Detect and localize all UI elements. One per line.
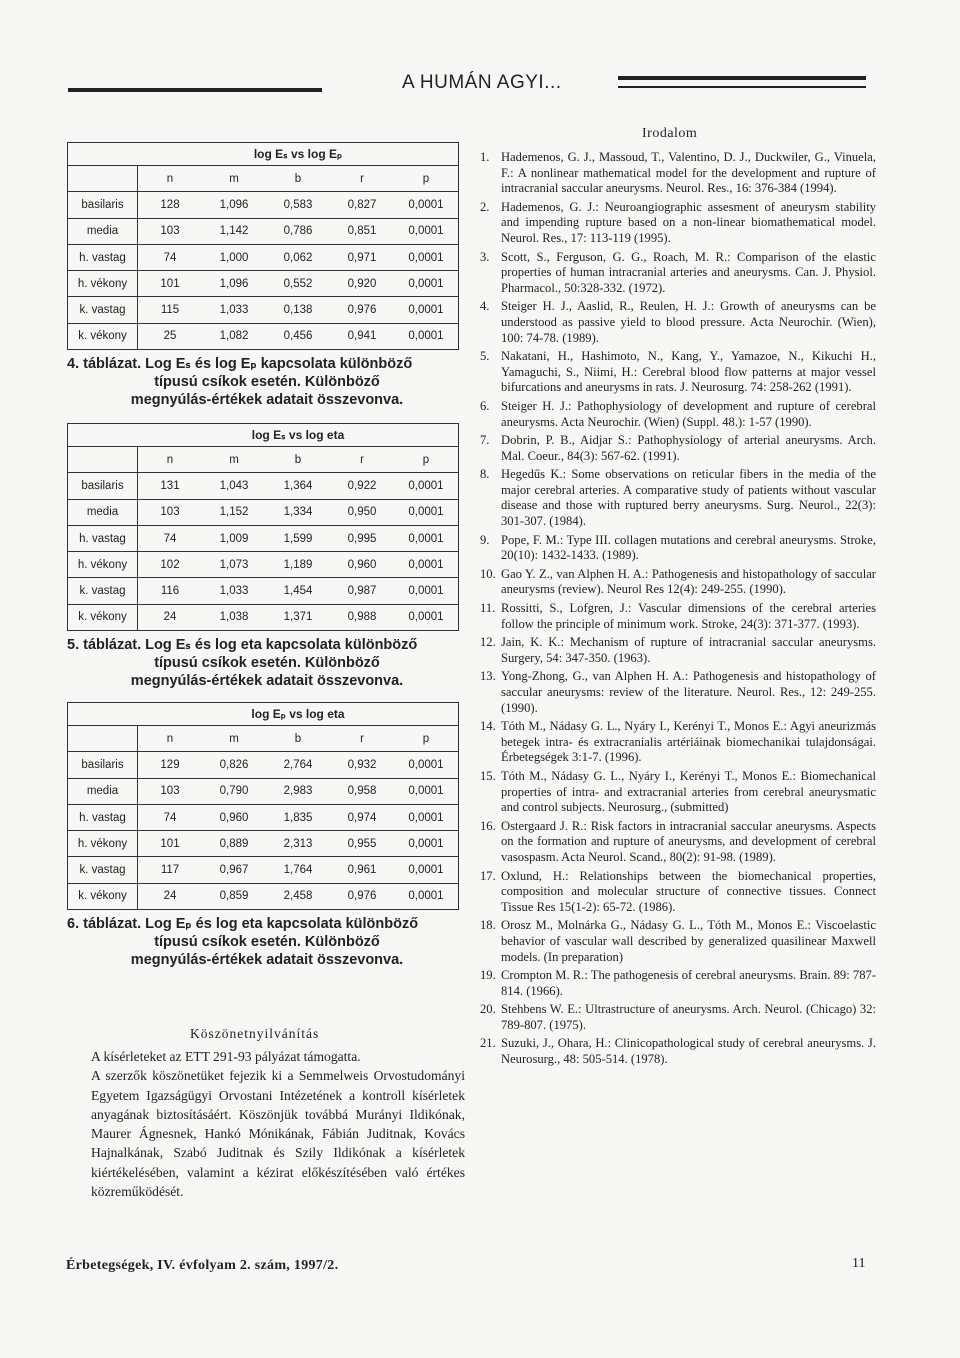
header-rule-right-thin bbox=[618, 86, 866, 88]
reference-number: 8. bbox=[480, 467, 490, 482]
table-cell: 2,458 bbox=[283, 890, 313, 903]
table-title: log Eₛ vs log Eₚ bbox=[68, 143, 458, 166]
table-row bbox=[68, 271, 458, 297]
table-cell: 1,371 bbox=[283, 611, 313, 624]
table-cell: 1,033 bbox=[219, 585, 249, 598]
reference-number: 5. bbox=[480, 349, 490, 364]
reference-item bbox=[480, 769, 876, 816]
table-cell: basilaris bbox=[68, 752, 138, 777]
table-cell: 1,334 bbox=[283, 506, 313, 519]
reference-item bbox=[480, 918, 876, 965]
table-cell: k. vastag bbox=[68, 297, 138, 322]
table-cell: h. vékony bbox=[68, 271, 138, 296]
table-cell: 0,958 bbox=[347, 785, 377, 798]
reference-text: Nakatani, H., Hashimoto, N., Kang, Y., Yamazoe, N., Kikuchi H., Yamaguchi, S., Niimi, H.: Cerebral blood flow patterns at major vessel bifurcations and aneurysms in rats. J. Neurosurg. 74: 258-262 (1991). bbox=[501, 349, 876, 395]
table-cell: 1,038 bbox=[219, 611, 249, 624]
reference-number: 10. bbox=[480, 566, 496, 581]
table-5 bbox=[67, 423, 459, 631]
table-title: log Eₚ vs log eta bbox=[68, 703, 458, 726]
reference-item bbox=[480, 635, 876, 666]
table-cell: 0,974 bbox=[347, 811, 377, 824]
table-cell: b bbox=[294, 172, 302, 185]
table-cell: 131 bbox=[160, 479, 180, 492]
reference-item bbox=[480, 200, 876, 247]
table-cell: 0,0001 bbox=[408, 585, 444, 598]
reference-text: Rossitti, S., Lofgren, J.: Vascular dimensions of the cerebral arteries follow the principle of minimum work. Stroke, 24(3): 371-377. (1993). bbox=[501, 601, 876, 631]
table-4 bbox=[67, 142, 459, 350]
table-cell: p bbox=[422, 732, 430, 745]
table-cell: media bbox=[68, 779, 138, 804]
reference-number: 19. bbox=[480, 968, 496, 983]
table-cell: m bbox=[229, 453, 239, 466]
table-cell: 24 bbox=[163, 890, 177, 903]
reference-item bbox=[480, 250, 876, 297]
caption-line: típusú csíkok esetén. Különböző bbox=[154, 374, 380, 390]
table-cell: 0,0001 bbox=[408, 225, 444, 238]
table-row bbox=[68, 473, 458, 499]
table-cell: 103 bbox=[160, 225, 180, 238]
reference-item bbox=[480, 567, 876, 598]
table-cell: n bbox=[166, 453, 174, 466]
caption-line: megnyúlás-értékek adatait összevonva. bbox=[130, 392, 404, 408]
table-cell: 74 bbox=[163, 811, 177, 824]
table-row bbox=[68, 552, 458, 578]
table-cell: 0,920 bbox=[347, 277, 377, 290]
table-cell: 1,599 bbox=[283, 532, 313, 545]
reference-item bbox=[480, 1002, 876, 1033]
table-cell: k. vastag bbox=[68, 857, 138, 882]
reference-number: 20. bbox=[480, 1002, 496, 1017]
table-cell: 0,961 bbox=[347, 864, 377, 877]
table-6-caption bbox=[67, 915, 467, 969]
table-cell: 103 bbox=[160, 506, 180, 519]
reference-item bbox=[480, 349, 876, 396]
acknowledgement-heading: Köszönetnyilvánítás bbox=[190, 1026, 320, 1041]
table-cell: 1,835 bbox=[283, 811, 313, 824]
references-list bbox=[480, 150, 876, 1071]
table-cell: 2,764 bbox=[283, 758, 313, 771]
reference-item bbox=[480, 467, 876, 529]
acknowledgement-paragraph: A kísérleteket az ETT 291-93 pályázat támogatta. bbox=[91, 1049, 361, 1064]
table-row bbox=[68, 245, 458, 271]
reference-text: Ostergaard J. R.: Risk factors in intracranial saccular aneurysms. Aspects on the formation and rupture of aneurysms, and development of cerebral vasospasm. Acta Neurol. Scand., 80(2): 91-98. (1989). bbox=[501, 818, 876, 864]
table-row bbox=[68, 219, 458, 245]
reference-text: Hademenos, G. J.: Neuroangiographic assesment of aneurysm stability and impending rupture based on a non-linear biomathematical model. Neurol. Res., 17: 113-119 (1995). bbox=[501, 199, 876, 245]
table-title: log Eₛ vs log eta bbox=[68, 424, 458, 447]
table-cell: 1,189 bbox=[283, 558, 313, 571]
table-row bbox=[68, 831, 458, 857]
caption-line: 6. táblázat. Log Eₚ és log eta kapcsolata különböző bbox=[67, 916, 419, 932]
table-cell: media bbox=[68, 500, 138, 525]
caption-line: megnyúlás-értékek adatait összevonva. bbox=[130, 952, 404, 968]
table-row bbox=[68, 500, 458, 526]
table-row bbox=[68, 324, 458, 349]
reference-number: 4. bbox=[480, 299, 490, 314]
table-cell: 0,0001 bbox=[408, 277, 444, 290]
reference-text: Steiger H. J., Aaslid, R., Reulen, H. J.: Growth of aneurysms can be understood as passive yield to blood pressure. Acta Neurochir. (Wien), 100: 74-78. (1989). bbox=[501, 299, 876, 345]
table-cell: 1,033 bbox=[219, 304, 249, 317]
table-cell: n bbox=[166, 732, 174, 745]
reference-item bbox=[480, 601, 876, 632]
table-cell: n bbox=[166, 172, 174, 185]
table-cell: 0,0001 bbox=[408, 785, 444, 798]
table-5-caption bbox=[67, 636, 467, 690]
table-cell: 102 bbox=[160, 558, 180, 571]
table-cell: 0,0001 bbox=[408, 479, 444, 492]
table-cell: 1,096 bbox=[219, 277, 249, 290]
table-header-row bbox=[68, 447, 458, 473]
table-cell: b bbox=[294, 732, 302, 745]
table-cell: 0,0001 bbox=[408, 890, 444, 903]
table-row bbox=[68, 297, 458, 323]
reference-item bbox=[480, 669, 876, 716]
reference-text: Yong-Zhong, G., van Alphen H. A.: Pathogenesis and histopathology of saccular aneurysms: review of the literature. Neurol. Res., 12: 249-255. (1990). bbox=[501, 669, 876, 715]
reference-text: Gao Y. Z., van Alphen H. A.: Pathogenesis and histopathology of saccular aneurysms (review). Neurol Res 12(4): 249-255. (1990). bbox=[501, 566, 876, 597]
table-row bbox=[68, 805, 458, 831]
table-cell: 1,082 bbox=[219, 330, 249, 343]
caption-line: 4. táblázat. Log Eₛ és log Eₚ kapcsolata különböző bbox=[67, 356, 413, 372]
table-cell: basilaris bbox=[68, 473, 138, 498]
table-cell: 0,0001 bbox=[408, 864, 444, 877]
table-cell bbox=[68, 166, 138, 191]
table-cell: 1,096 bbox=[219, 198, 249, 211]
table-row bbox=[68, 526, 458, 552]
table-cell: 2,313 bbox=[283, 837, 313, 850]
reference-item bbox=[480, 869, 876, 916]
table-cell: 101 bbox=[160, 277, 180, 290]
table-cell: m bbox=[229, 732, 239, 745]
table-cell: 0,786 bbox=[283, 225, 313, 238]
table-cell: 0,995 bbox=[347, 532, 377, 545]
reference-text: Steiger H. J.: Pathophysiology of development and rupture of cerebral aneurysms. Acta Neurochir. (Wien) (Suppl. 48.): 1-57 (1990). bbox=[501, 398, 876, 429]
reference-number: 6. bbox=[480, 398, 490, 413]
table-cell: 74 bbox=[163, 251, 177, 264]
table-row bbox=[68, 884, 458, 909]
reference-number: 16. bbox=[480, 818, 496, 833]
table-cell: 1,000 bbox=[219, 251, 249, 264]
reference-text: Pope, F. M.: Type III. collagen mutations and cerebral aneurysms. Stroke, 20(10): 1432-1433. (1989). bbox=[501, 532, 876, 563]
reference-number: 11. bbox=[480, 601, 496, 616]
table-header-row bbox=[68, 726, 458, 752]
table-cell: 0,967 bbox=[219, 864, 249, 877]
table-cell: 0,971 bbox=[347, 251, 377, 264]
table-cell: 128 bbox=[160, 198, 180, 211]
table-cell: k. vékony bbox=[68, 605, 138, 630]
reference-text: Stehbens W. E.: Ultrastructure of aneurysms. Arch. Neurol. (Chicago) 32: 789-807. (1975). bbox=[501, 1002, 876, 1032]
table-cell: 74 bbox=[163, 532, 177, 545]
reference-item bbox=[480, 819, 876, 866]
reference-item bbox=[480, 150, 876, 197]
table-cell: 115 bbox=[160, 304, 180, 317]
table-cell: 0,932 bbox=[347, 758, 377, 771]
reference-number: 7. bbox=[480, 433, 490, 448]
reference-text: Hademenos, G. J., Massoud, T., Valentino, D. J., Duckwiler, G., Vinuela, F.: A nonlinear mathematical model for the development and rupture of intracranial saccular aneurysms. Neurol. Res., 16: 376-384 (1994). bbox=[501, 150, 876, 196]
table-cell: 0,456 bbox=[283, 330, 313, 343]
table-cell: r bbox=[360, 453, 364, 466]
table-cell: r bbox=[360, 732, 364, 745]
table-cell: k. vastag bbox=[68, 578, 138, 603]
reference-number: 18. bbox=[480, 918, 496, 933]
reference-item bbox=[480, 1036, 876, 1067]
table-cell: 0,0001 bbox=[408, 558, 444, 571]
table-cell: 0,0001 bbox=[408, 837, 444, 850]
table-cell: h. vékony bbox=[68, 831, 138, 856]
table-cell: basilaris bbox=[68, 192, 138, 217]
table-cell bbox=[68, 447, 138, 472]
table-cell: 0,827 bbox=[347, 198, 377, 211]
table-cell: h. vastag bbox=[68, 805, 138, 830]
table-cell: 0,826 bbox=[219, 758, 249, 771]
table-cell: h. vékony bbox=[68, 552, 138, 577]
table-cell: 25 bbox=[163, 330, 177, 343]
table-cell: 0,0001 bbox=[408, 611, 444, 624]
table-header-row bbox=[68, 166, 458, 192]
reference-number: 1. bbox=[480, 150, 490, 164]
reference-text: Oxlund, H.: Relationships between the biomechanical properties, composition and molecular structure of connective tissues. Connect Tissue Res 15(1-2): 65-72. (1986). bbox=[501, 868, 876, 914]
reference-item bbox=[480, 433, 876, 464]
reference-text: Dobrin, P. B., Aidjar S.: Pathophysiology of arterial aneurysms. Arch. Mal. Coeur., 84(3): 567-62. (1991). bbox=[501, 433, 876, 463]
table-cell: media bbox=[68, 219, 138, 244]
table-cell: 0,0001 bbox=[408, 330, 444, 343]
table-cell: 0,960 bbox=[347, 558, 377, 571]
running-title: A HUMÁN AGYI... bbox=[402, 72, 562, 93]
table-cell: m bbox=[229, 172, 239, 185]
table-cell: 0,0001 bbox=[408, 251, 444, 264]
reference-text: Tóth M., Nádasy G. L., Nyáry I., Kerényi T., Monos E.: Agyi aneurizmás betegek intra- és extracranialis artériáinak biomechanikai tulajdonságai. Érbetegségek 3:1-7. (1996). bbox=[501, 719, 876, 765]
reference-item bbox=[480, 533, 876, 564]
table-cell: 1,043 bbox=[219, 479, 249, 492]
table-cell: 0,922 bbox=[347, 479, 377, 492]
table-cell: 116 bbox=[160, 585, 180, 598]
table-cell: 0,960 bbox=[219, 811, 249, 824]
reference-text: Jain, K. K.: Mechanism of rupture of intracranial saccular aneurysms. Surgery, 54: 347-350. (1963). bbox=[501, 635, 876, 665]
reference-text: Suzuki, J., Ohara, H.: Clinicopathological study of cerebral aneurysms. J. Neurosurg., 48: 505-514. (1978). bbox=[501, 1036, 876, 1067]
page-number: 11 bbox=[852, 1256, 866, 1271]
reference-text: Crompton M. R.: The pathogenesis of cerebral aneurysms. Brain. 89: 787-814. (1966). bbox=[501, 968, 876, 998]
header-rule-left bbox=[68, 88, 322, 92]
reference-item bbox=[480, 399, 876, 430]
reference-text: Tóth M., Nádasy G. L., Nyáry I., Kerényi T., Monos E.: Biomechanical properties of intra- and extracranial arteries from cerebral aneurysmatic and control subjects. Neurosurg., (submitted) bbox=[501, 768, 876, 815]
table-cell: 1,073 bbox=[219, 558, 249, 571]
table-row bbox=[68, 605, 458, 630]
reference-number: 17. bbox=[480, 868, 496, 883]
references-heading: Irodalom bbox=[642, 126, 698, 141]
table-row bbox=[68, 192, 458, 218]
table-cell: 1,454 bbox=[283, 585, 313, 598]
table-cell: 0,138 bbox=[283, 304, 313, 317]
table-cell bbox=[68, 726, 138, 751]
table-cell: k. vékony bbox=[68, 324, 138, 349]
reference-number: 3. bbox=[480, 249, 490, 264]
table-cell: 0,552 bbox=[283, 277, 313, 290]
journal-footer: Érbetegségek, IV. évfolyam 2. szám, 1997/2. bbox=[66, 1258, 339, 1273]
table-cell: r bbox=[360, 172, 364, 185]
table-cell: 0,0001 bbox=[408, 198, 444, 211]
table-cell: 1,764 bbox=[283, 864, 313, 877]
table-cell: 0,851 bbox=[347, 225, 377, 238]
caption-line: megnyúlás-értékek adatait összevonva. bbox=[130, 673, 404, 689]
table-cell: p bbox=[422, 453, 430, 466]
table-cell: 0,0001 bbox=[408, 506, 444, 519]
table-cell: 0,955 bbox=[347, 837, 377, 850]
table-cell: 129 bbox=[160, 758, 180, 771]
table-cell: 1,142 bbox=[219, 225, 249, 238]
table-cell: 0,889 bbox=[219, 837, 249, 850]
reference-number: 15. bbox=[480, 768, 496, 783]
table-6 bbox=[67, 702, 459, 910]
table-cell: 2,983 bbox=[283, 785, 313, 798]
caption-line: típusú csíkok esetén. Különböző bbox=[154, 655, 380, 671]
reference-number: 2. bbox=[480, 199, 490, 214]
table-cell: 0,988 bbox=[347, 611, 377, 624]
table-cell: 24 bbox=[163, 611, 177, 624]
acknowledgement-paragraph: A szerzők köszönetüket fejezik ki a Semmelweis Orvostudományi Egyetem Igazságügyi Orvostani Intézetének a kontroll kísérletek anyagának biztosításáért. Köszönjük továbbá Murányi Ildikónak, Maurer Ágnesnek, Hankó Mónikának, Fábián Juditnak, Kovács Hajnalkának, Szabó Juditnak és Szily Ildikónak a kísérletek kiértékelésében, valamint a kézirat előkészítésében való értékes közreműködését. bbox=[91, 1068, 465, 1200]
reference-text: Hegedűs K.: Some observations on reticular fibers in the media of the major cerebral arteries. A comparative study of patients without vascular disease and those with ruptured berry aneurysms. Surg. Neurol., 22(3): 301-307. (1984). bbox=[501, 467, 876, 529]
acknowledgement-body bbox=[91, 1047, 465, 1201]
reference-item bbox=[480, 299, 876, 346]
table-cell: 101 bbox=[160, 837, 180, 850]
table-cell: 0,976 bbox=[347, 890, 377, 903]
table-4-caption bbox=[67, 355, 467, 409]
table-cell: 0,0001 bbox=[408, 811, 444, 824]
reference-item bbox=[480, 719, 876, 766]
table-cell: 0,950 bbox=[347, 506, 377, 519]
table-cell: k. vékony bbox=[68, 884, 138, 909]
table-cell: 0,583 bbox=[283, 198, 313, 211]
table-cell: 0,0001 bbox=[408, 532, 444, 545]
reference-number: 14. bbox=[480, 719, 496, 734]
table-cell: 0,941 bbox=[347, 330, 377, 343]
table-row bbox=[68, 578, 458, 604]
table-cell: h. vastag bbox=[68, 245, 138, 270]
table-cell: 0,859 bbox=[219, 890, 249, 903]
header-rule-right bbox=[618, 76, 866, 80]
table-cell: 0,062 bbox=[283, 251, 313, 264]
table-cell: 117 bbox=[160, 864, 180, 877]
reference-text: Orosz M., Molnárka G., Nádasy G. L., Tóth M., Monos E.: Viscoelastic behavior of vascular wall described by generalized quasilinear Maxwell models. (In preparation) bbox=[501, 918, 876, 964]
table-row bbox=[68, 752, 458, 778]
table-row bbox=[68, 779, 458, 805]
table-cell: 0,987 bbox=[347, 585, 377, 598]
reference-text: Scott, S., Ferguson, G. G., Roach, M. R.: Comparison of the elastic properties of human intracranial arteries and aneurysms. Can. J. Physiol. Pharmacol., 50:328-332. (1972). bbox=[501, 249, 876, 295]
reference-number: 13. bbox=[480, 669, 496, 684]
table-cell: p bbox=[422, 172, 430, 185]
caption-line: 5. táblázat. Log Eₛ és log eta kapcsolata különböző bbox=[67, 637, 418, 653]
reference-number: 12. bbox=[480, 635, 496, 650]
table-cell: 1,009 bbox=[219, 532, 249, 545]
table-cell: 0,0001 bbox=[408, 304, 444, 317]
table-cell: 0,790 bbox=[219, 785, 249, 798]
table-cell: b bbox=[294, 453, 302, 466]
table-cell: h. vastag bbox=[68, 526, 138, 551]
reference-number: 21. bbox=[480, 1036, 496, 1051]
table-cell: 1,364 bbox=[283, 479, 313, 492]
table-row bbox=[68, 857, 458, 883]
table-cell: 1,152 bbox=[219, 506, 249, 519]
table-cell: 0,976 bbox=[347, 304, 377, 317]
caption-line: típusú csíkok esetén. Különböző bbox=[154, 934, 380, 950]
reference-number: 9. bbox=[480, 532, 490, 547]
table-cell: 103 bbox=[160, 785, 180, 798]
table-cell: 0,0001 bbox=[408, 758, 444, 771]
reference-item bbox=[480, 968, 876, 999]
